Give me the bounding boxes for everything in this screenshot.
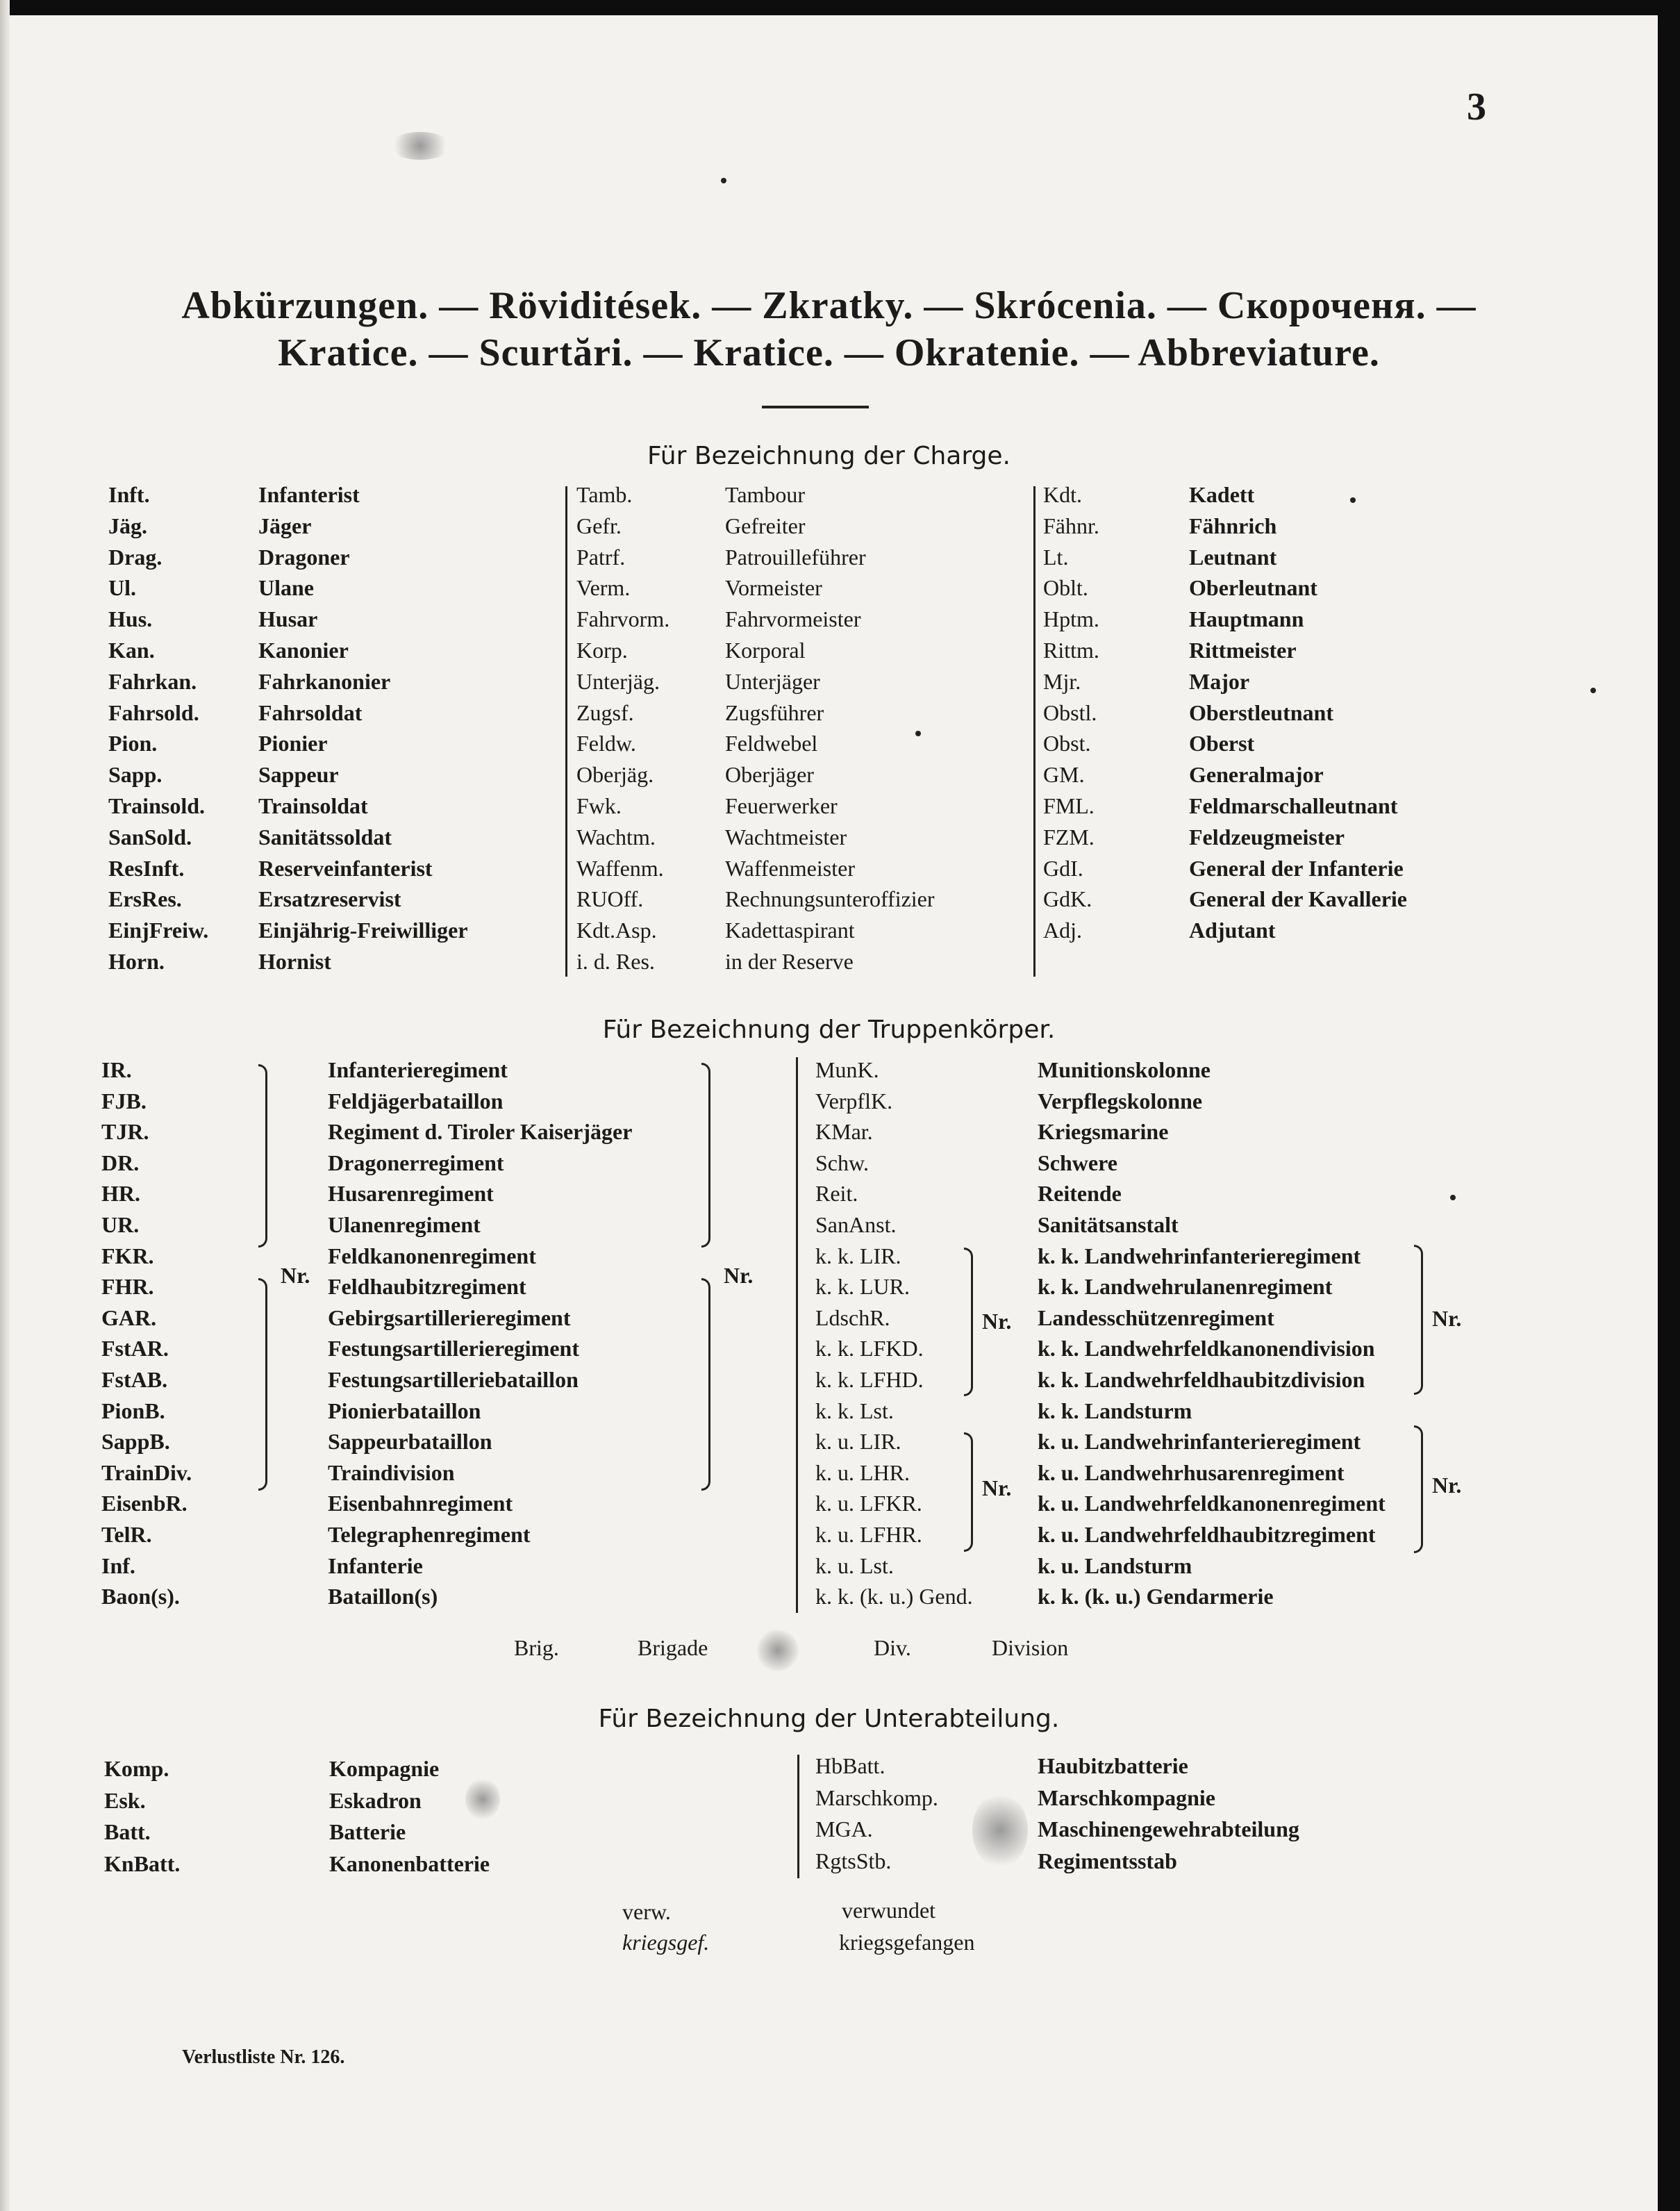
brace-right-landwehr-ku [964, 1432, 973, 1552]
list-item: Korporal [725, 637, 806, 663]
section-heading-charge: Für Bezeichnung der Charge. [647, 442, 1011, 470]
list-item: Sanitätsanstalt [1038, 1211, 1179, 1237]
list-item: Waffenm. [576, 855, 664, 881]
list-item: Oberleutnant [1189, 575, 1317, 601]
list-item: k. k. (k. u.) Gendarmerie [1038, 1584, 1274, 1609]
verw-full: verwundet [842, 1898, 936, 1923]
list-item: Festungsartilleriebataillon [328, 1366, 579, 1392]
list-item: Bataillon(s) [328, 1584, 438, 1609]
list-item: Infanterie [328, 1552, 423, 1578]
list-item: Maschinengewehrabteilung [1038, 1816, 1299, 1841]
list-item: Marschkompagnie [1038, 1784, 1215, 1810]
list-item: Einjährig-Freiwilliger [258, 918, 468, 943]
list-item: Marschkomp. [815, 1784, 938, 1810]
kgf-abbr: kriegsgef. [622, 1930, 710, 1955]
list-item: Drag. [108, 544, 163, 570]
footer-verlustliste: Verlustliste Nr. 126. [182, 2046, 345, 2068]
list-item: Kriegsmarine [1038, 1119, 1169, 1145]
list-item: Zugsf. [576, 699, 634, 725]
list-item: EinjFreiw. [108, 918, 209, 943]
list-item: RgtsStb. [815, 1848, 892, 1873]
verw-abbr: verw. [622, 1899, 671, 1924]
list-item: Zugsführer [725, 699, 824, 725]
list-item: Trainsoldat [258, 793, 368, 818]
list-item: k. k. Landwehrfeldhaubitzdivision [1038, 1366, 1365, 1392]
list-item: GM. [1043, 762, 1085, 788]
list-item: Dragoner [258, 544, 350, 570]
list-item: k. u. Lst. [815, 1552, 894, 1578]
list-item: Sanitätssoldat [258, 824, 392, 850]
list-item: Komp. [104, 1756, 169, 1781]
list-item: Eskadron [329, 1787, 422, 1813]
list-item: k. k. Landwehrulanenregiment [1038, 1274, 1333, 1300]
list-item: ErsRes. [108, 886, 182, 912]
list-item: k. u. LFHR. [815, 1521, 922, 1547]
charge-col3-abbr [1043, 479, 1099, 946]
list-item: Trainsold. [108, 793, 205, 818]
list-item: k. u. Landwehrinfanterieregiment [1038, 1429, 1361, 1455]
list-item: in der Reserve [725, 948, 854, 974]
list-item: Infanterist [258, 482, 360, 507]
title-rule [762, 406, 869, 408]
list-item: IR. [101, 1057, 132, 1082]
list-item: Hauptmann [1189, 606, 1304, 632]
list-item: Haubitzbatterie [1038, 1753, 1188, 1778]
list-item: KMar. [815, 1119, 873, 1145]
list-item: k. k. Landwehrfeldkanonendivision [1038, 1336, 1375, 1361]
list-item: Husarenregiment [328, 1181, 494, 1207]
list-item: Regimentsstab [1038, 1848, 1177, 1873]
list-item: Sappeurbataillon [328, 1429, 492, 1455]
truppen-left-full [328, 1054, 632, 1612]
list-item: Infanterieregiment [328, 1057, 508, 1082]
list-item: Schw. [815, 1150, 870, 1175]
charge-col3-full [1189, 479, 1407, 946]
list-item: Inf. [101, 1552, 135, 1578]
list-item: Baon(s). [101, 1584, 180, 1609]
list-item: Fahrsoldat [258, 699, 363, 725]
list-item: Esk. [104, 1787, 146, 1813]
charge-col1-full [258, 479, 468, 977]
list-item: Sappeur [258, 762, 339, 788]
list-item: Mjr. [1043, 668, 1081, 694]
list-item: Oberjäger [725, 762, 814, 788]
list-item: Verm. [576, 575, 631, 601]
list-item: Ulane [258, 575, 314, 601]
list-item: Fahrvorm. [576, 606, 670, 632]
unter-right-full [1038, 1750, 1299, 1877]
list-item: Reserveinfanterist [258, 855, 433, 881]
list-item: Adj. [1043, 918, 1082, 943]
scan-speck [915, 731, 921, 736]
truppen-right-abbr [815, 1054, 973, 1612]
list-item: Festungsartillerieregiment [328, 1336, 579, 1361]
brace-left-upper [258, 1064, 267, 1248]
list-item: Gefr. [576, 513, 622, 538]
list-item: Traindivision [328, 1459, 455, 1485]
list-item: Feldmarschalleutnant [1189, 793, 1398, 818]
list-item: PionB. [101, 1398, 165, 1423]
list-item: k. k. LUR. [815, 1274, 910, 1300]
list-item: Batterie [329, 1819, 406, 1844]
truppen-right-full [1038, 1054, 1386, 1612]
list-item: k. k. Landwehrinfanterieregiment [1038, 1243, 1361, 1268]
list-item: Oberjäg. [576, 762, 654, 788]
brig-abbr: Brig. [514, 1635, 559, 1660]
list-item: Major [1189, 668, 1250, 694]
scan-speck [1450, 1195, 1456, 1200]
list-item: k. u. Landwehrfeldkanonenregiment [1038, 1491, 1386, 1516]
unter-left-full [329, 1753, 490, 1880]
list-item: TrainDiv. [101, 1459, 192, 1485]
list-item: Rechnungsunteroffizier [725, 886, 935, 912]
list-item: Feldwebel [725, 731, 818, 756]
list-item: LdschR. [815, 1305, 890, 1330]
page-number: 3 [1467, 85, 1486, 129]
brace-left-lower [258, 1278, 267, 1491]
column-divider [565, 486, 567, 977]
brace-right-landwehr-kk [964, 1248, 973, 1396]
nr-label-mid: Nr. [724, 1263, 754, 1288]
list-item: KnBatt. [104, 1850, 181, 1876]
brace-mid-upper [701, 1063, 710, 1248]
list-item: Oberstleutnant [1189, 699, 1333, 725]
list-item: Feldkanonenregiment [328, 1243, 536, 1268]
nr-label-left: Nr. [281, 1263, 310, 1288]
list-item: VerpflK. [815, 1088, 893, 1113]
list-item: Horn. [108, 948, 165, 974]
list-item: RUOff. [576, 886, 644, 912]
section-heading-unterabt: Für Bezeichnung der Unterabteilung. [598, 1705, 1060, 1733]
list-item: k. k. Landsturm [1038, 1398, 1192, 1423]
list-item: Fähnrich [1189, 513, 1277, 538]
list-item: FHR. [101, 1274, 154, 1300]
list-item: Ersatzreservist [258, 886, 401, 912]
brace-far-right-lower [1414, 1425, 1423, 1553]
list-item: SappB. [101, 1429, 170, 1455]
list-item: Unterjäger [725, 668, 820, 694]
list-item: Feldjägerbataillon [328, 1088, 504, 1113]
nr-label-ku: Nr. [982, 1475, 1012, 1500]
list-item: k. k. LFKD. [815, 1336, 924, 1361]
list-item: Reit. [815, 1181, 858, 1207]
column-divider [796, 1057, 798, 1613]
list-item: General der Kavallerie [1189, 886, 1407, 912]
list-item: k. u. LFKR. [815, 1491, 922, 1516]
nr-label-far-upper: Nr. [1432, 1306, 1462, 1331]
scan-border-top [0, 0, 1680, 15]
list-item: FZM. [1043, 824, 1095, 850]
list-item: k. k. LFHD. [815, 1366, 924, 1392]
list-item: TelR. [101, 1521, 152, 1547]
list-item: k. u. LIR. [815, 1429, 901, 1455]
list-item: Jäger [258, 513, 312, 538]
scan-smudge [757, 1630, 799, 1671]
charge-col1-abbr [108, 479, 208, 977]
scan-speck [1350, 497, 1356, 503]
list-item: Ul. [108, 575, 136, 601]
list-item: FJB. [101, 1088, 147, 1113]
list-item: TJR. [101, 1119, 149, 1145]
list-item: Kdt.Asp. [576, 918, 657, 943]
brace-mid-lower [701, 1278, 710, 1491]
list-item: Korp. [576, 637, 628, 663]
list-item: Wachtmeister [725, 824, 847, 850]
list-item: GAR. [101, 1305, 157, 1330]
list-item: HbBatt. [815, 1753, 885, 1778]
unter-right-abbr [815, 1750, 938, 1877]
list-item: GdI. [1043, 855, 1083, 881]
list-item: Leutnant [1189, 544, 1277, 570]
nr-label-kk: Nr. [982, 1309, 1012, 1334]
list-item: HR. [101, 1181, 140, 1207]
list-item: Dragonerregiment [328, 1150, 504, 1175]
brig-full: Brigade [638, 1635, 708, 1660]
list-item: Kan. [108, 637, 155, 663]
list-item: General der Infanterie [1189, 855, 1404, 881]
list-item: Generalmajor [1189, 762, 1324, 788]
list-item: Vormeister [725, 575, 822, 601]
scan-border-right [1658, 0, 1680, 2211]
list-item: Schwere [1038, 1150, 1117, 1175]
list-item: Reitende [1038, 1181, 1122, 1207]
list-item: Obst. [1043, 731, 1091, 756]
list-item: k. k. LIR. [815, 1243, 901, 1268]
list-item: FstAB. [101, 1366, 168, 1392]
list-item: Kadettaspirant [725, 918, 855, 943]
list-item: k. u. Landwehrfeldhaubitzregiment [1038, 1521, 1376, 1547]
list-item: Oblt. [1043, 575, 1088, 601]
list-item: Kompagnie [329, 1756, 440, 1781]
list-item: GdK. [1043, 886, 1092, 912]
list-item: Waffenmeister [725, 855, 855, 881]
list-item: Lt. [1043, 544, 1069, 570]
nr-label-far-lower: Nr. [1432, 1473, 1462, 1498]
list-item: DR. [101, 1150, 140, 1175]
list-item: Hptm. [1043, 606, 1099, 632]
list-item: Inft. [108, 482, 150, 507]
list-item: Batt. [104, 1819, 151, 1844]
list-item: Pion. [108, 731, 158, 756]
unter-left-abbr [104, 1753, 180, 1880]
list-item: MGA. [815, 1816, 873, 1841]
list-item: FKR. [101, 1243, 154, 1268]
list-item: EisenbR. [101, 1491, 188, 1516]
list-item: Verpflegskolonne [1038, 1088, 1203, 1113]
list-item: Eisenbahnregiment [328, 1491, 513, 1516]
scan-speck [721, 178, 726, 183]
list-item: UR. [101, 1211, 140, 1237]
list-item: Tamb. [576, 482, 633, 507]
list-item: Feuerwerker [725, 793, 838, 818]
list-item: ResInft. [108, 855, 185, 881]
column-divider [1033, 486, 1036, 977]
charge-col2-abbr [576, 479, 669, 977]
list-item: Adjutant [1189, 918, 1276, 943]
list-item: Feldzeugmeister [1189, 824, 1345, 850]
list-item: FML. [1043, 793, 1095, 818]
list-item: Telegraphenregiment [328, 1521, 531, 1547]
list-item: Unterjäg. [576, 668, 660, 694]
list-item: FstAR. [101, 1336, 169, 1361]
title-line-2: Kratice. — Scurtări. — Kratice. — Okratenie. — Abbreviature. [278, 331, 1380, 374]
list-item: Kanonier [258, 637, 349, 663]
scan-smudge [465, 1778, 500, 1820]
list-item: Husar [258, 606, 318, 632]
list-item: SanSold. [108, 824, 192, 850]
list-item: Rittmeister [1189, 637, 1297, 663]
list-item: Regiment d. Tiroler Kaiserjäger [328, 1119, 633, 1145]
scan-smudge [389, 132, 451, 160]
div-abbr: Div. [874, 1635, 911, 1660]
list-item: MunK. [815, 1057, 879, 1082]
section-heading-truppen: Für Bezeichnung der Truppenkörper. [602, 1016, 1056, 1044]
list-item: Fahrsold. [108, 699, 199, 725]
list-item: k. u. Landwehrhusarenregiment [1038, 1459, 1345, 1485]
title-line-1: Abkürzungen. — Röviditések. — Zkratky. — Skrócenia. — Скороченя. — [181, 284, 1477, 327]
list-item: Pionierbataillon [328, 1398, 481, 1423]
list-item: Oberst [1189, 731, 1255, 756]
truppen-left-abbr [101, 1054, 192, 1612]
scan-smudge [972, 1792, 1028, 1869]
list-item: Tambour [725, 482, 806, 507]
list-item: k. u. LHR. [815, 1459, 910, 1485]
list-item: Obstl. [1043, 699, 1097, 725]
list-item: Hornist [258, 948, 331, 974]
list-item: Wachtm. [576, 824, 656, 850]
list-item: Gefreiter [725, 513, 806, 538]
list-item: k. k. (k. u.) Gend. [815, 1584, 973, 1609]
list-item: k. k. Lst. [815, 1398, 894, 1423]
list-item: SanAnst. [815, 1211, 897, 1237]
list-item: Fahrkan. [108, 668, 197, 694]
scan-speck [1590, 688, 1596, 693]
div-full: Division [992, 1635, 1069, 1660]
list-item: Munitionskolonne [1038, 1057, 1211, 1082]
list-item: Jäg. [108, 513, 147, 538]
kgf-full: kriegsgefangen [839, 1930, 975, 1955]
list-item: Pionier [258, 731, 328, 756]
list-item: Fwk. [576, 793, 622, 818]
list-item: Feldhaubitzregiment [328, 1274, 526, 1300]
list-item: Hus. [108, 606, 153, 632]
list-item: Kanonenbatterie [329, 1850, 490, 1876]
list-item: Rittm. [1043, 637, 1099, 663]
list-item: Landesschützenregiment [1038, 1305, 1274, 1330]
list-item: Patrouilleführer [725, 544, 866, 570]
list-item: Fahrkanonier [258, 668, 391, 694]
list-item: k. u. Landsturm [1038, 1552, 1192, 1578]
list-item: Fähnr. [1043, 513, 1099, 538]
list-item: Patrf. [576, 544, 626, 570]
list-item: Ulanenregiment [328, 1211, 481, 1237]
charge-col2-full [725, 479, 935, 977]
list-item: Kdt. [1043, 482, 1082, 507]
column-divider [797, 1755, 799, 1878]
list-item: Feldw. [576, 731, 636, 756]
list-item: Sapp. [108, 762, 163, 788]
list-item: Gebirgsartillerieregiment [328, 1305, 571, 1330]
list-item: Fahrvormeister [725, 606, 861, 632]
list-item: i. d. Res. [576, 948, 655, 974]
list-item: Kadett [1189, 482, 1255, 507]
brace-far-right-upper [1414, 1245, 1423, 1395]
